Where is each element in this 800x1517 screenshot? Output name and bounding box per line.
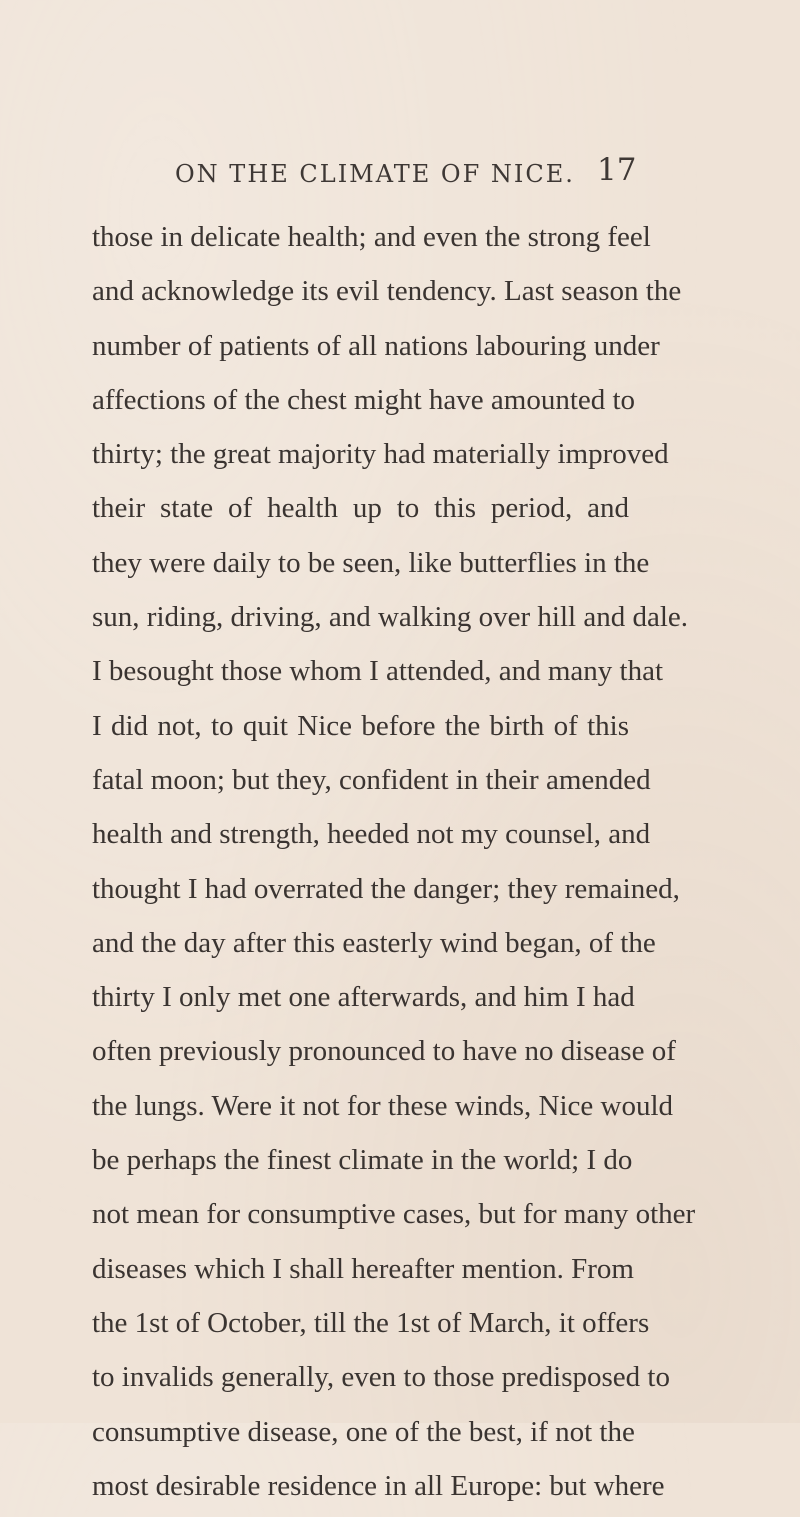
text-line: and acknowledge its evil tendency. Last season the: [92, 275, 682, 308]
body-text: [92, 214, 696, 1517]
text-line: not mean for consumptive cases, but for many other: [92, 1198, 696, 1231]
text-line: be perhaps the finest climate in the world; I do: [92, 1144, 633, 1177]
text-line: I did not, to quit Nice before the birth of this: [92, 709, 629, 742]
text-line: the lungs. Were it not for these winds, Nice would: [92, 1089, 674, 1122]
page-number: 17: [597, 152, 637, 188]
text-line: those in delicate health; and even the strong feel: [92, 221, 651, 253]
text-line: sun, riding, driving, and walking over hill and dale.: [92, 601, 689, 634]
text-line: thirty I only met one afterwards, and him I had: [92, 981, 635, 1014]
text-line: fatal moon; but they, confident in their amended: [92, 763, 651, 796]
text-line: often previously pronounced to have no disease of: [92, 1035, 676, 1068]
text-line: health and strength, heeded not my counsel, and: [92, 818, 651, 851]
text-line: the 1st of October, till the 1st of March, it offers: [92, 1306, 650, 1339]
text-line: most desirable residence in all Europe: but where: [92, 1469, 665, 1502]
text-line: thought I had overrated the danger; they remained,: [92, 872, 680, 905]
text-line: number of patients of all nations labouring under: [92, 329, 660, 362]
running-header: ON THE CLIMATE OF NICE.: [175, 160, 575, 188]
text-line: they were daily to be seen, like butterflies in the: [92, 546, 650, 579]
text-line: affections of the chest might have amounted to: [92, 383, 636, 416]
text-line: diseases which I shall hereafter mention. From: [92, 1252, 634, 1285]
text-line: and the day after this easterly wind began, of the: [92, 926, 656, 959]
text-line: thirty; the great majority had materially improved: [92, 438, 669, 471]
text-line: consumptive disease, one of the best, if not the: [92, 1415, 635, 1448]
text-line: their state of health up to this period, and: [92, 492, 629, 525]
text-line: I besought those whom I attended, and many that: [92, 655, 664, 688]
text-line: to invalids generally, even to those predisposed to: [92, 1361, 670, 1394]
